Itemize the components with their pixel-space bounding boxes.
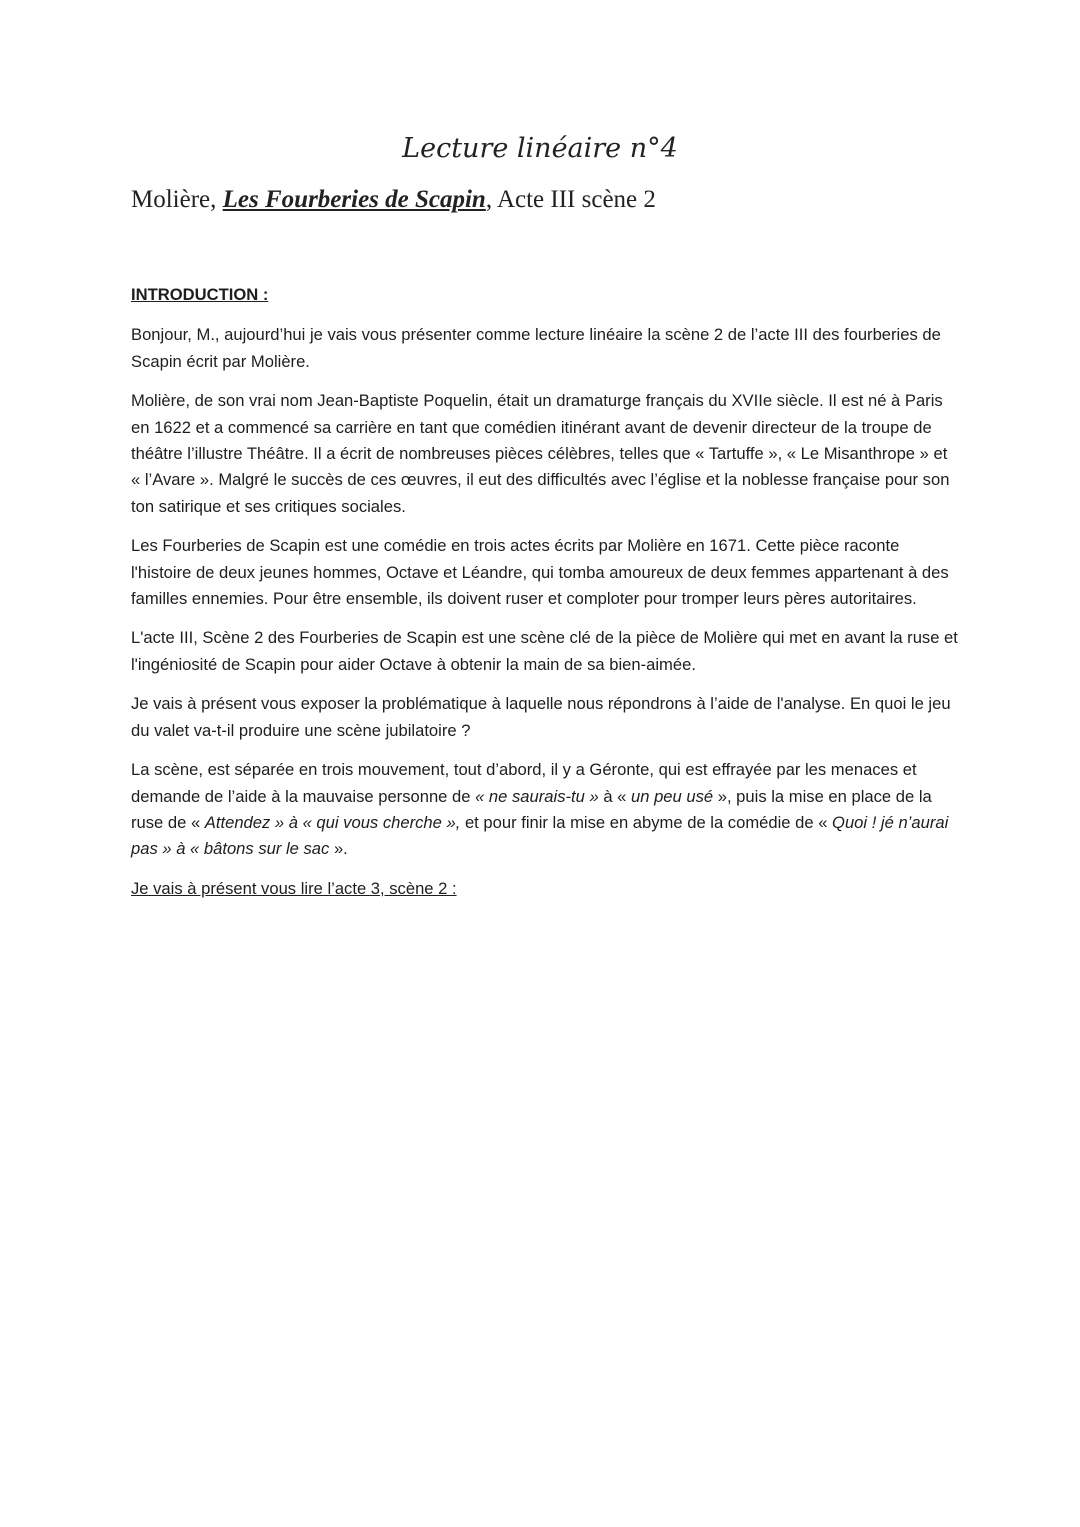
page-subtitle (131, 186, 656, 214)
paragraph-play-summary: Les Fourberies de Scapin est une comédie en trois actes écrits par Molière en 1671. Cette pièce raconte l'histoire de deux jeunes hommes, Octave et Léandre, qui tomba amoureux de deux femmes appartenant à des familles ennemies. Pour être ensemble, ils doivent ruser et comploter pour tromper leurs pères autoritaires. (131, 536, 949, 609)
page-title: Lecture linéaire n°4 (402, 133, 678, 164)
section-heading: INTRODUCTION : (131, 285, 269, 304)
movements-quote-1: « ne saurais-tu » (475, 786, 599, 806)
paragraph-author-bio: Molière, de son vrai nom Jean-Baptiste Poquelin, était un dramaturge français du XVIIe siècle. Il est né à Paris en 1622 et a commencé sa carrière en tant que comédien itinérant avant de devenir directeur de la troupe de théâtre l’illustre Théâtre. Il a écrit de nombreuses pièces célèbres, telles que « Tartuffe », « Le Misanthrope » et « l’Avare ». Malgré le succès de ces œuvres, il eut des difficultés avec l’église et la noblesse française pour son ton satirique et ses critiques sociales. (131, 391, 950, 516)
movements-text-2: à « (598, 786, 631, 806)
movements-text-5: ». (329, 839, 348, 859)
movements-quote-2: un peu usé (631, 786, 714, 806)
movements-text-4: et pour finir la mise en abyme de la comédie de « (460, 812, 833, 832)
paragraph-greeting: Bonjour, M., aujourd’hui je vais vous présenter comme lecture linéaire la scène 2 de l’acte III des fourberies de Scapin écrit par Molière. (131, 325, 941, 371)
movements-quote-4: Quoi ! jé n’aurai pas » à « bâtons sur le sac (131, 812, 949, 859)
paragraph-movements (131, 757, 961, 863)
subtitle-work-title: Les Fourberies de Scapin (222, 186, 486, 213)
closing-line: Je vais à présent vous lire l’acte 3, scène 2 : (131, 878, 457, 898)
document-body (131, 282, 961, 902)
paragraph-problematic: Je vais à présent vous exposer la problématique à laquelle nous répondrons à l’aide de l'analyse. En quoi le jeu du valet va-t-il produire une scène jubilatoire ? (131, 694, 951, 740)
subtitle-author: Molière, (131, 186, 223, 213)
movements-text-3: », puis la mise en place de la ruse de « (131, 786, 932, 832)
movements-quote-3: Attendez » à « qui vous cherche », (204, 812, 461, 832)
subtitle-act-scene: , Acte III scène 2 (485, 186, 656, 213)
movements-text-1: La scène, est séparée en trois mouvement, tout d’abord, il y a Géronte, qui est effrayée par les menaces et demande de l’aide à la mauvaise personne de (131, 760, 917, 806)
paragraph-scene-context: L'acte III, Scène 2 des Fourberies de Scapin est une scène clé de la pièce de Molière qui met en avant la ruse et l'ingéniosité de Scapin pour aider Octave à obtenir la main de sa bien-aimée. (131, 628, 958, 674)
